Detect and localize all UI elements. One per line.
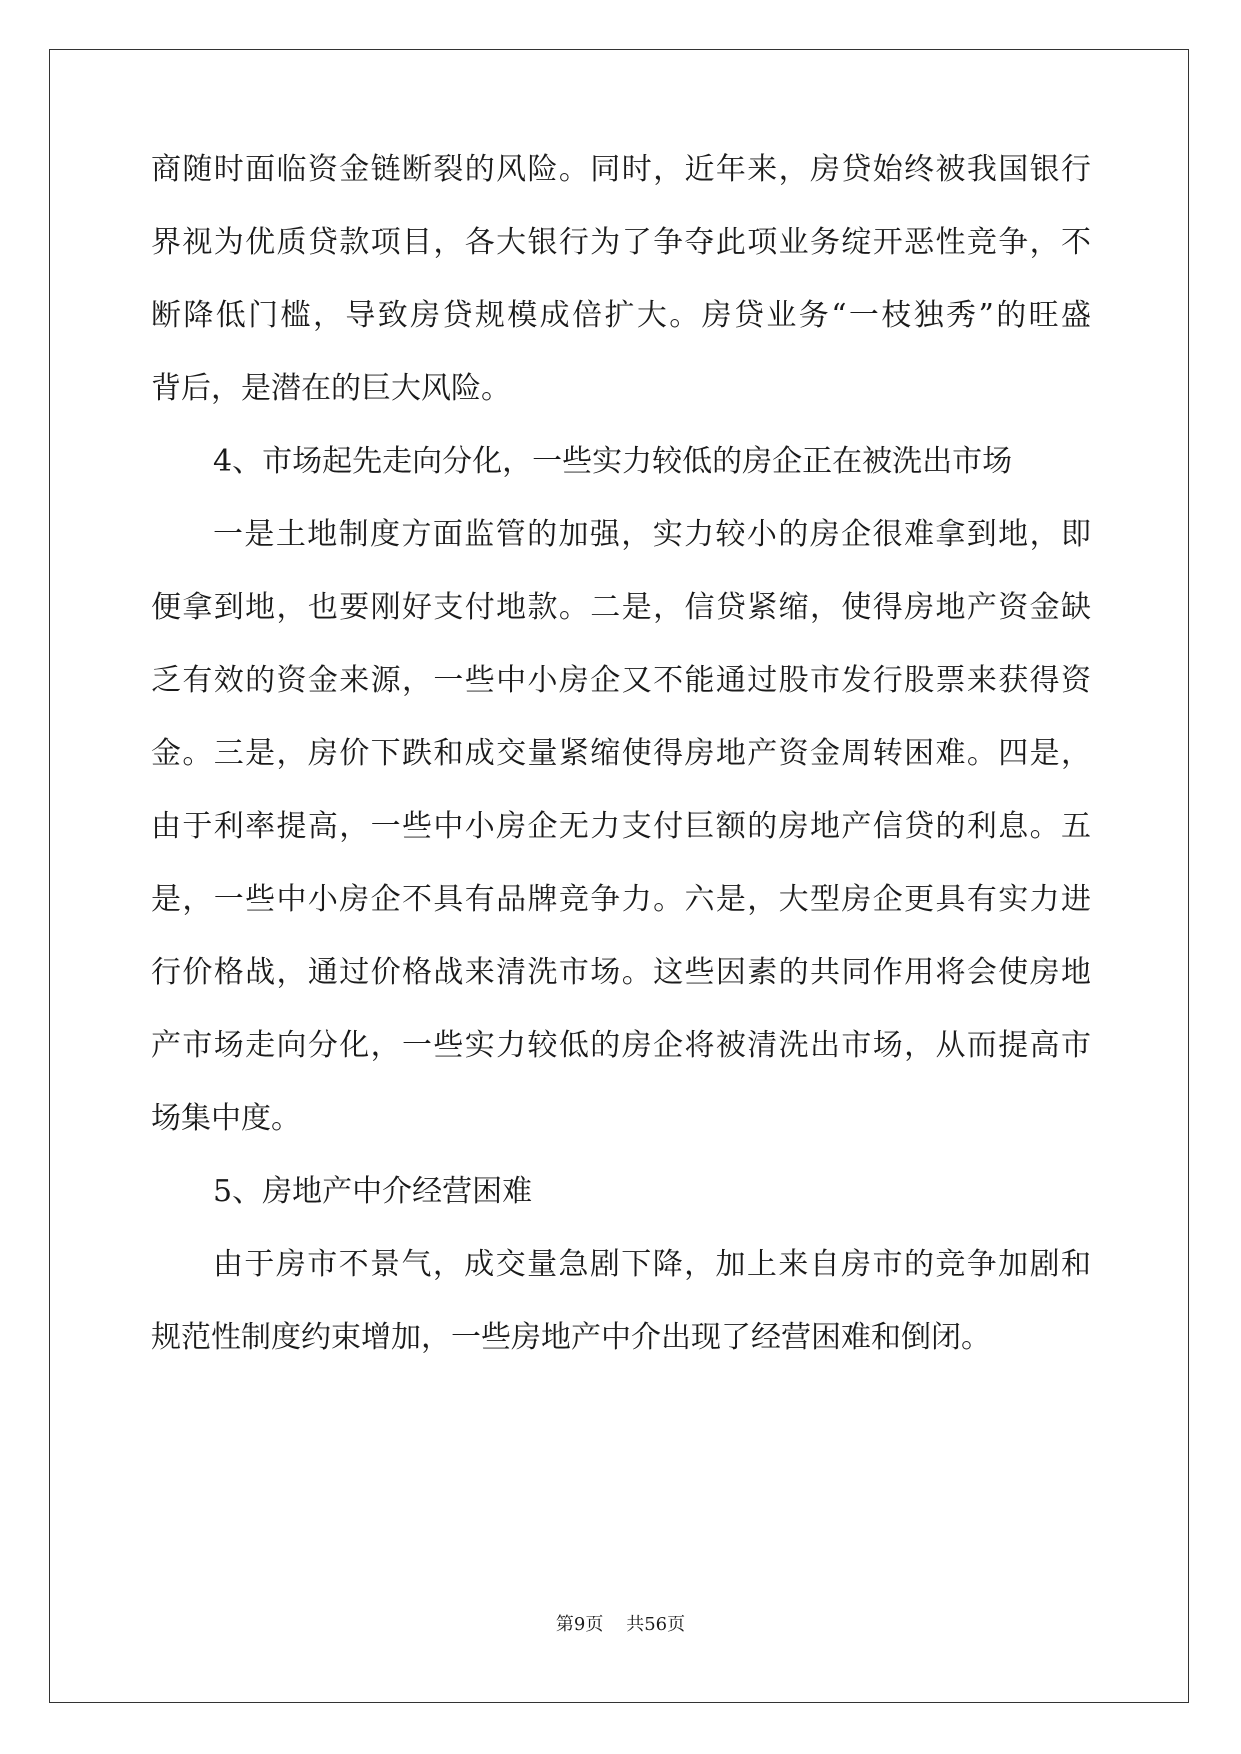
footer-total-suffix: 页 [667,1614,686,1635]
body-text-line: 是，一些中小房企不具有品牌竞争力。六是，大型房企更具有实力进 [151,882,1091,917]
page-footer [0,1613,1241,1637]
body-text-line: 一是土地制度方面监管的加强，实力较小的房企很难拿到地，即 [213,517,1091,552]
section-heading-5: 5、房地产中介经营困难 [213,1174,533,1209]
body-text-line: 金。三是，房价下跌和成交量紧缩使得房地产资金周转困难。四是， [151,736,1091,771]
body-text-line: 由于利率提高，一些中小房企无力支付巨额的房地产信贷的利息。五 [151,809,1091,844]
body-text-line: 界视为优质贷款项目，各大银行为了争夺此项业务绽开恶性竞争，不 [151,225,1091,260]
body-text-line: 乏有效的资金来源，一些中小房企又不能通过股市发行股票来获得资 [151,663,1091,698]
body-text-line: 背后，是潜在的巨大风险。 [151,371,511,406]
body-text-line: 由于房市不景气，成交量急剧下降，加上来自房市的竞争加剧和 [213,1247,1091,1282]
body-text-line: 断降低门槛，导致房贷规模成倍扩大。房贷业务“一枝独秀”的旺盛 [151,298,1091,333]
footer-page-number: 9 [573,1614,586,1635]
footer-total-pages: 56 [644,1614,668,1635]
body-text-line: 便拿到地，也要刚好支付地款。二是，信贷紧缩，使得房地产资金缺 [151,590,1091,625]
body-text-line: 场集中度。 [151,1101,301,1136]
body-text-line: 规范性制度约束增加，一些房地产中介出现了经营困难和倒闭。 [151,1320,991,1355]
footer-page-suffix: 页 [585,1614,604,1635]
body-text-line: 商随时面临资金链断裂的风险。同时，近年来，房贷始终被我国银行 [151,152,1091,187]
section-heading-4: 4、市场起先走向分化，一些实力较低的房企正在被洗出市场 [213,444,1013,479]
body-text-line: 产市场走向分化，一些实力较低的房企将被清洗出市场，从而提高市 [151,1028,1091,1063]
footer-page-prefix: 第 [555,1614,574,1635]
body-text-line: 行价格战，通过价格战来清洗市场。这些因素的共同作用将会使房地 [151,955,1091,990]
footer-total-prefix: 共 [626,1614,645,1635]
